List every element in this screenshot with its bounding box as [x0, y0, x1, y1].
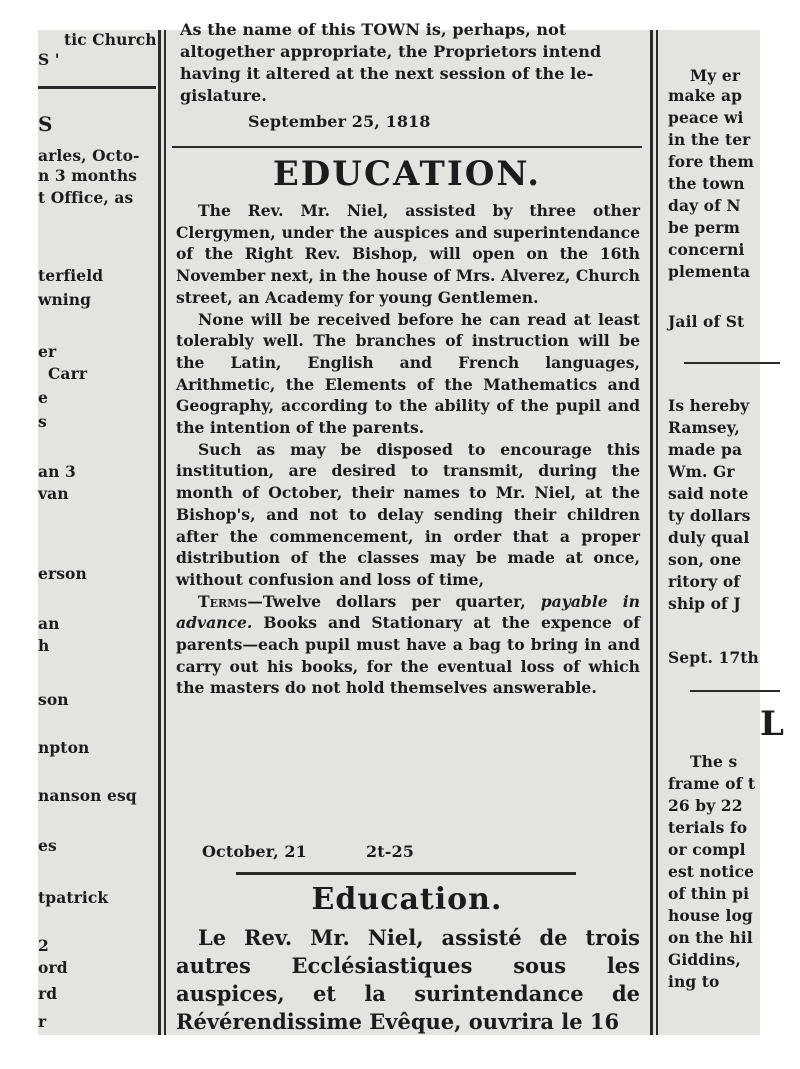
left-line: ord	[38, 958, 68, 977]
left-line: erson	[38, 564, 87, 583]
terms-text: welve dollars per quarter,	[272, 591, 526, 611]
left-line: er	[38, 342, 57, 361]
education-heading-french: Education.	[311, 882, 503, 917]
left-line: arles, Octo-	[38, 146, 140, 165]
left-line: h	[38, 636, 50, 655]
right-line: frame of t	[668, 774, 756, 793]
left-line: tic Church	[64, 30, 157, 49]
column-divider	[650, 30, 653, 1035]
right-line: terials fo	[668, 818, 748, 837]
left-line: son	[38, 690, 69, 709]
left-line: terfield	[38, 266, 104, 285]
top-notice-line: having it altered at the next session of the le-	[180, 64, 594, 83]
notice-paragraph: Such as may be disposed to encourage this institution, are desired to transmit, during the month of October, their names to Mr. Niel, at the Bishop's, and not to delay sending their children after the commencement, in order that a proper distribution of the classes may be made at once, without confusion and loss of time,	[176, 439, 640, 589]
right-line: concerni	[668, 240, 745, 259]
column-divider	[158, 30, 161, 1035]
left-line: wning	[38, 290, 92, 309]
left-line: e	[38, 388, 48, 407]
right-line: ritory of	[668, 572, 741, 591]
right-line: Sept. 17th	[668, 648, 759, 667]
left-line: S	[38, 112, 53, 136]
right-line: house log	[668, 906, 753, 925]
footer-date: October, 21	[202, 842, 307, 861]
left-line: tpatrick	[38, 888, 109, 907]
education-heading: EDUCATION.	[272, 154, 542, 194]
right-line: duly qual	[668, 528, 750, 547]
top-notice-line: gislature.	[180, 86, 267, 105]
column-rule	[38, 86, 156, 89]
footer-code: 2t-25	[366, 842, 414, 861]
left-line: an	[38, 614, 60, 633]
terms-text: Books and Stationary at the expence of parents—each pupil must have a bag to bring in and carry out his books, for the eventual loss of which the masters do not hold themselves answerable.	[176, 613, 640, 698]
newspaper-scan	[38, 20, 785, 1035]
column-rule	[690, 690, 780, 692]
section-rule	[172, 146, 642, 148]
left-line: s	[38, 412, 47, 431]
right-line: ty dollars	[668, 506, 751, 525]
right-line: in the ter	[668, 130, 751, 149]
terms-dash: —T	[247, 591, 273, 611]
left-line: r	[38, 1012, 47, 1031]
right-line: ship of J	[668, 594, 741, 613]
section-rule	[236, 872, 576, 875]
right-line: fore them	[668, 152, 755, 171]
left-line: Carr	[48, 364, 88, 383]
left-line: npton	[38, 738, 90, 757]
right-line: My er	[690, 66, 741, 85]
right-line: est notice	[668, 862, 755, 881]
right-line: Giddins,	[668, 950, 741, 969]
left-column	[38, 30, 156, 1035]
left-line: t Office, as	[38, 188, 134, 207]
right-line: peace wi	[668, 108, 744, 127]
french-notice	[176, 924, 640, 1036]
top-notice-date: September 25, 1818	[248, 112, 431, 131]
right-line: of thin pi	[668, 884, 750, 903]
right-line: said note	[668, 484, 749, 503]
column-rule	[684, 362, 780, 364]
right-line: Jail of St	[668, 312, 745, 331]
right-line: day of N	[668, 196, 741, 215]
left-line: n 3 months	[38, 166, 138, 185]
right-line: make ap	[668, 86, 743, 105]
left-line: nanson esq	[38, 786, 137, 805]
top-notice-line: As the name of this TOWN is, perhaps, not	[180, 20, 567, 39]
right-line: Ramsey,	[668, 418, 740, 437]
left-line: rd	[38, 984, 58, 1003]
right-line: Is hereby	[668, 396, 750, 415]
right-line: Wm. Gr	[668, 462, 735, 481]
left-line: 2	[38, 936, 49, 955]
terms-italic: payable in advance.	[176, 591, 640, 633]
right-line: son, one	[668, 550, 742, 569]
right-line: the town	[668, 174, 745, 193]
right-line: ing to	[668, 972, 720, 991]
right-line: made pa	[668, 440, 743, 459]
notice-paragraph: The Rev. Mr. Niel, assisted by three other Clergymen, under the auspices and superintendance of the Right Rev. Bishop, will open on the 16th November next, in the house of Mrs. Alverez, Church street, an Academy for young Gentlemen.	[176, 201, 640, 307]
left-line: S '	[38, 50, 60, 69]
right-heading-initial: L	[760, 704, 785, 744]
left-line: an 3	[38, 462, 76, 481]
right-line: be perm	[668, 218, 741, 237]
education-notice	[176, 200, 640, 699]
left-line: van	[38, 484, 69, 503]
center-column	[166, 20, 648, 1035]
right-line: or compl	[668, 840, 746, 859]
right-line: 26 by 22	[668, 796, 743, 815]
left-line: es	[38, 836, 57, 855]
terms-paragraph	[176, 591, 640, 700]
right-column	[660, 30, 785, 1035]
right-line: on the hil	[668, 928, 753, 947]
notice-paragraph: None will be received before he can read at least tolerably well. The branches of instruction will be the Latin, English and French languages, Arithmetic, the Elements of the Mathematics and Geography, according to the ability of the pupil and the intention of the parents.	[176, 309, 640, 438]
terms-label: Terms	[198, 591, 248, 611]
right-line: plementa	[668, 262, 751, 281]
column-divider	[656, 30, 658, 1035]
right-line: The s	[690, 752, 738, 771]
french-paragraph: Le Rev. Mr. Niel, assisté de trois autres Ecclésiastiques sous les auspices, et la surintendance de Révérendissime Evêque, ouvrira le 16	[176, 925, 640, 1034]
top-notice-line: altogether appropriate, the Proprietors intend	[180, 42, 602, 61]
